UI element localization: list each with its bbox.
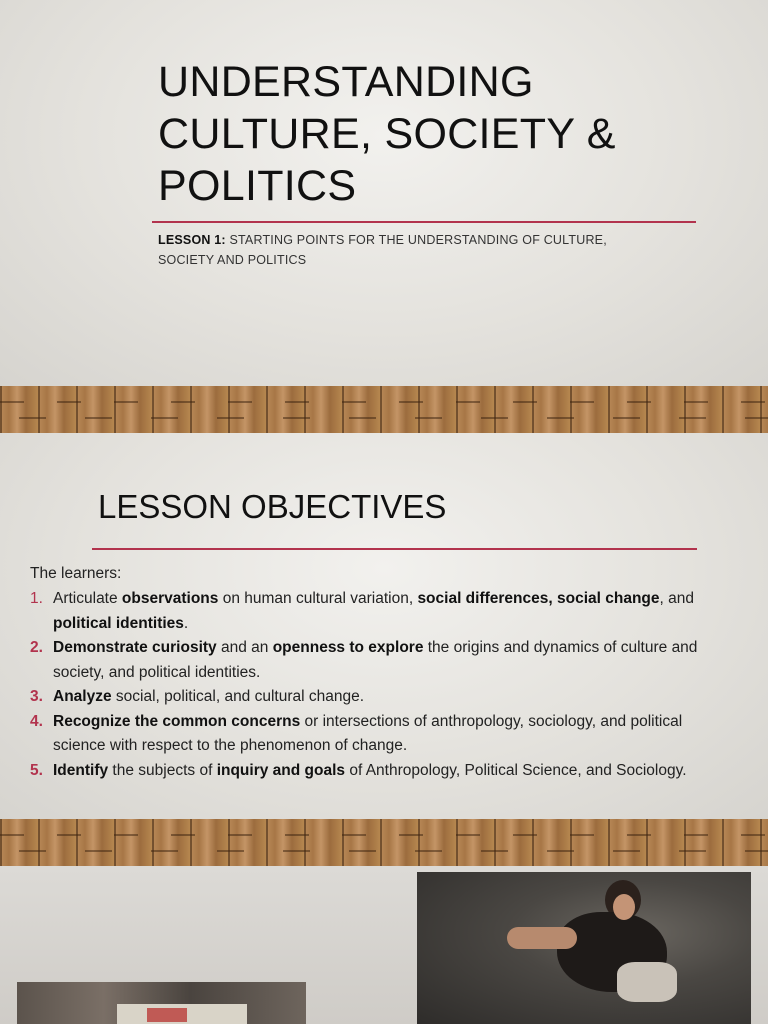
objective-item (30, 685, 730, 710)
lesson-text: STARTING POINTS FOR THE UNDERSTANDING OF CULTURE, SOCIETY AND POLITICS (158, 233, 607, 267)
objectives-slide (0, 433, 768, 819)
title-line-2: CULTURE, SOCIETY & (158, 110, 616, 158)
objective-text: Identify the subjects of inquiry and goals of Anthropology, Political Science, and Sociology. (53, 761, 687, 779)
photo-crowd-scene (17, 982, 306, 1024)
objective-item (30, 587, 730, 636)
title-line-1: UNDERSTANDING (158, 58, 534, 106)
objectives-intro: The learners: (30, 565, 122, 582)
objective-text: Demonstrate curiosity and an openness to explore the origins and dynamics of culture and society, and political identities. (53, 639, 698, 681)
photo-mourning-scene (417, 872, 751, 1024)
title-line-3: POLITICS (158, 162, 357, 210)
photo-slide (0, 866, 768, 1024)
lesson-label: LESSON 1: (158, 233, 226, 247)
wood-floor-divider (0, 386, 768, 433)
title-slide (0, 0, 768, 386)
objective-number: 1. (30, 590, 43, 607)
objectives-list (30, 587, 730, 783)
objectives-divider (92, 548, 697, 550)
objective-text: Articulate observations on human cultural variation, social differences, social change, and political identities. (53, 590, 694, 632)
objective-text: Analyze social, political, and cultural change. (53, 688, 365, 705)
objective-text: Recognize the common concerns or intersections of anthropology, sociology, and political science with respect to the phenomenon of change. (53, 712, 683, 754)
objective-number: 3. (30, 688, 43, 705)
objectives-title: LESSON OBJECTIVES (98, 488, 447, 525)
objective-item (30, 636, 730, 685)
wood-floor-divider (0, 819, 768, 866)
title-divider (152, 221, 696, 223)
objective-number: 2. (30, 639, 43, 656)
objective-item (30, 710, 730, 759)
objective-number: 4. (30, 712, 43, 730)
lesson-subtitle (158, 230, 658, 270)
objective-item (30, 759, 730, 784)
objective-number: 5. (30, 761, 43, 779)
slide-title (158, 56, 718, 212)
